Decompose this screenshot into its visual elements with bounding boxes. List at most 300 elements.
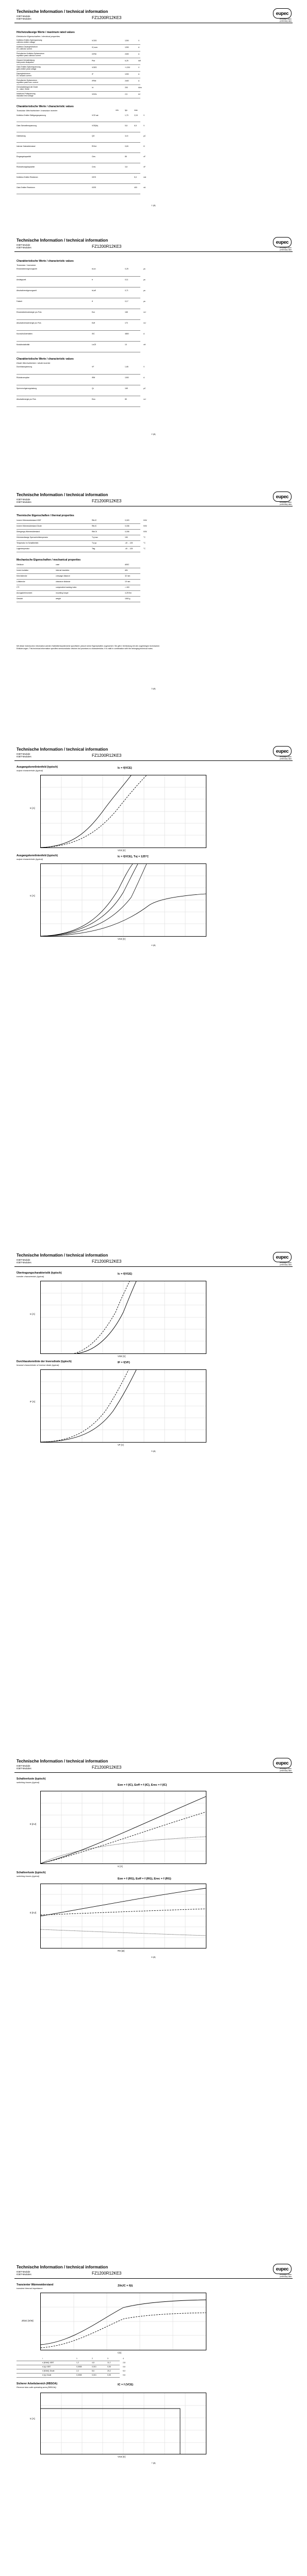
header-sub1: IGBT-Module bbox=[17, 1259, 30, 1261]
param-typ: 165 bbox=[125, 311, 128, 313]
status-label: vorläufige Daten preliminary data bbox=[279, 1262, 292, 1266]
plot-formula: IC = f (VCE) bbox=[118, 2383, 134, 2386]
param-unit: A bbox=[138, 46, 140, 48]
param-symbol: IGES bbox=[92, 187, 96, 189]
plot-subtitle: switching losses (typical) bbox=[17, 1781, 40, 1784]
param-value: AlN bbox=[125, 569, 128, 571]
param-name-de: Periodischer Spitzenstrom bbox=[17, 79, 37, 81]
param-name-de: CTI bbox=[17, 586, 20, 588]
page-header bbox=[14, 490, 293, 513]
param-unit: A bbox=[143, 333, 145, 335]
y-axis-label: Ic [A] bbox=[30, 894, 35, 897]
col-max: max. bbox=[134, 109, 138, 111]
datasheet-page-7 bbox=[14, 2263, 293, 2468]
param-name: Abschaltverzögerungszeit bbox=[17, 290, 37, 292]
header-rule bbox=[14, 2278, 293, 2279]
param-symbol: VCE sat bbox=[92, 114, 99, 116]
page-header bbox=[14, 7, 293, 30]
param-unit: V bbox=[138, 40, 140, 42]
page-header bbox=[14, 2263, 293, 2285]
param-value: -40 ... 125 bbox=[125, 548, 133, 550]
param-symbol: VGE(th) bbox=[92, 125, 99, 127]
section-title: Mechanische Eigenschaften / mechanical properties bbox=[17, 558, 81, 562]
x-axis-label: VCE [V] bbox=[118, 849, 125, 852]
param-name: Durchlassspannung bbox=[17, 366, 32, 368]
param-unit: µC bbox=[143, 135, 146, 137]
param-unit: kW bbox=[138, 60, 141, 62]
param-value: 1200 bbox=[125, 40, 129, 42]
section-title: Charakteristische Werte / characteristic values bbox=[17, 260, 74, 263]
param-name-de: Kriechstrecke bbox=[17, 575, 27, 577]
table-cell: τi [s]: Diode bbox=[42, 2374, 52, 2376]
status-label: vorläufige Daten preliminary data bbox=[279, 18, 292, 22]
section-title: Höchstzulässige Werte / maximum rated values bbox=[17, 31, 75, 34]
param-symbol: Cies bbox=[92, 156, 95, 158]
param-name-en: insulation test voltage bbox=[17, 95, 34, 97]
param-value: 200 bbox=[125, 87, 128, 89]
param-name-en: creepage distance bbox=[56, 575, 70, 577]
param-value: 2400 bbox=[125, 53, 129, 55]
section-title: Charakteristische Werte / characteristic values bbox=[17, 358, 74, 361]
param-name-en: clearance distance bbox=[56, 581, 71, 583]
param-name-de: Gewicht bbox=[17, 598, 23, 600]
param-unit: mJ bbox=[143, 398, 146, 400]
param-unit: A bbox=[138, 80, 140, 82]
eupec-logo: eupec bbox=[273, 492, 292, 502]
table-cell: ri [K/kW]: Diode bbox=[42, 2370, 55, 2372]
param-name: Einschaltverlustenergie pro Puls bbox=[17, 311, 42, 313]
header-title: Technische Information / technical information bbox=[17, 2265, 108, 2269]
datasheet-page-2 bbox=[14, 236, 293, 441]
thermal-impedance-plot bbox=[40, 2293, 206, 2350]
param-name-en: total power dissipation bbox=[17, 61, 34, 63]
param-unit: kV bbox=[138, 93, 140, 95]
param-symbol: Qr bbox=[92, 387, 94, 389]
param-unit: K/W bbox=[143, 531, 147, 533]
header-sub2: IGBT-Modules bbox=[17, 501, 31, 503]
param-symbol: IRM bbox=[92, 377, 95, 379]
eupec-logo: eupec bbox=[273, 8, 292, 19]
param-unit: µs bbox=[143, 290, 146, 292]
plot-condition: Ic = f(VCE), Tvj = 125°C bbox=[118, 855, 149, 858]
param-name-en: case bbox=[56, 564, 60, 566]
param-name-de: Innere Isolation bbox=[17, 569, 29, 571]
param-unit: V bbox=[138, 66, 140, 69]
param-symbol: Erec bbox=[92, 398, 95, 400]
param-unit: µs bbox=[143, 279, 146, 281]
param-unit: A bbox=[138, 53, 140, 55]
plot-title: Durchlasskennlinie der Inversdiode (typisch) bbox=[17, 1360, 72, 1363]
param-typ: 170 bbox=[125, 322, 128, 324]
transfer-characteristic-plot bbox=[40, 1281, 206, 1354]
table-header: 1 bbox=[76, 2358, 77, 2360]
rbsoa-boundary bbox=[41, 2409, 180, 2454]
page-header bbox=[14, 1757, 293, 1780]
section-title: Thermische Eigenschaften / thermal properties bbox=[17, 514, 74, 517]
page-number: 4 (8) bbox=[151, 944, 156, 946]
plot-condition: Ic = f(VCE) bbox=[118, 767, 132, 770]
param-symbol: I²t bbox=[92, 87, 94, 89]
param-symbol: Cres bbox=[92, 166, 96, 168]
header-rule bbox=[14, 1772, 293, 1773]
plot-subtitle: switching losses (typical) bbox=[17, 1875, 40, 1877]
header-title: Technische Information / technical information bbox=[17, 1253, 108, 1258]
param-name: Höchstzulässige Sperrschichttemperatur bbox=[17, 536, 48, 538]
param-name-en: gate-emitter peak voltage bbox=[17, 68, 37, 70]
param-name: Gate-Emitter Reststrom bbox=[17, 187, 35, 189]
table-cell: 0,6 bbox=[123, 2374, 125, 2376]
param-max: 6,5 bbox=[134, 125, 137, 127]
param-value: 0,006 bbox=[125, 531, 130, 533]
param-symbol: Tvj op bbox=[92, 542, 97, 544]
param-unit: °C bbox=[143, 536, 146, 538]
header-sub1: IGBT-Module bbox=[17, 498, 30, 501]
section-subtitle: Transistor / transistor bbox=[17, 264, 36, 266]
header-rule bbox=[14, 1266, 293, 1267]
param-name: Gateladung bbox=[17, 135, 26, 137]
status-label: vorläufige Daten preliminary data bbox=[279, 2274, 292, 2278]
output-characteristic-plot-2 bbox=[40, 863, 206, 937]
table-cell: 0,013 bbox=[92, 2366, 96, 2368]
page-header bbox=[14, 236, 293, 259]
param-value: 1500 g bbox=[125, 598, 131, 600]
eupec-logo: eupec bbox=[273, 2264, 292, 2274]
y-axis-label: E [mJ] bbox=[30, 1911, 36, 1914]
section-subtitle: Transistor Wechselrichter / transistor inverter bbox=[17, 109, 58, 112]
param-symbol: VCES bbox=[92, 40, 97, 42]
param-name-en: comperative tracking index bbox=[56, 586, 77, 588]
table-cell: τi [s]: IGBT bbox=[42, 2366, 51, 2368]
param-name: Einschaltverzögerungszeit bbox=[17, 268, 37, 270]
rbsoa-plot bbox=[40, 2393, 206, 2454]
table-cell: 0,0008 bbox=[76, 2366, 82, 2368]
param-symbol: RthJC bbox=[92, 525, 97, 527]
param-unit: mJ bbox=[143, 322, 146, 324]
table-header: 4 bbox=[123, 2358, 124, 2360]
plot-subtitle: transient thermal impedance bbox=[17, 2287, 43, 2290]
param-name-de: Gesamt-Verlustleistung bbox=[17, 59, 35, 61]
table-header: 2 bbox=[92, 2358, 93, 2360]
param-name-en: DC-collector current bbox=[17, 48, 33, 50]
page-number: 6 (8) bbox=[151, 1956, 156, 1958]
part-number: FZ1200R12KE3 bbox=[92, 1765, 122, 1770]
page-number: 3 (8) bbox=[151, 687, 156, 690]
param-name-en: internal insulation bbox=[56, 569, 70, 571]
param-typ: 165 bbox=[125, 387, 128, 389]
header-sub1: IGBT-Module bbox=[17, 1765, 30, 1767]
param-symbol: RthCK bbox=[92, 531, 97, 533]
table-cell: 1,2 bbox=[76, 2362, 79, 2364]
param-name: Sperrverzögerungsladung bbox=[17, 387, 37, 389]
header-sub1: IGBT-Module bbox=[17, 15, 30, 18]
param-typ: 0,63 bbox=[125, 145, 128, 147]
param-unit: nF bbox=[143, 166, 146, 168]
y-axis-label: ZthJC [K/W] bbox=[22, 2319, 34, 2322]
eupec-logo: eupec bbox=[273, 746, 292, 756]
header-sub2: IGBT-Modules bbox=[17, 1261, 31, 1264]
param-typ: 1,65 bbox=[125, 366, 128, 368]
param-name: Abschaltverlustenergie pro Puls bbox=[17, 322, 41, 324]
section-subtitle: Diode Wechselrichter / diode inverter bbox=[17, 362, 51, 364]
table-cell: 0,05 bbox=[107, 2374, 111, 2376]
plot-svg bbox=[41, 1370, 206, 1442]
param-value: 1200 bbox=[125, 73, 129, 75]
param-name-en: repetitive peak forw. current bbox=[17, 81, 38, 83]
param-name-de: Grenzlastintegral der Diode bbox=[17, 86, 38, 88]
status-label: vorläufige Daten preliminary data bbox=[279, 501, 292, 505]
x-axis-label: VCE [V] bbox=[118, 938, 125, 940]
curve-zth-diode bbox=[41, 2300, 206, 2345]
param-symbol: Tstg bbox=[92, 548, 95, 550]
section-subtitle: Elektrische Eigenschaften / electrical properties bbox=[17, 35, 60, 38]
y-axis-label: IF [A] bbox=[30, 1400, 36, 1403]
page-header bbox=[14, 1251, 293, 1274]
eupec-logo: eupec bbox=[273, 1252, 292, 1262]
param-unit: kA²s bbox=[138, 87, 142, 89]
param-unit: °C bbox=[143, 542, 146, 544]
param-symbol: Ptot bbox=[92, 60, 95, 62]
param-name: Kollektor-Emitter Sättigungsspannung bbox=[17, 114, 46, 116]
param-name-en: mounting torque bbox=[56, 592, 69, 594]
param-unit: Ω bbox=[143, 145, 145, 147]
param-name: Interner Gatewiderstand bbox=[17, 145, 36, 147]
plot-title: Transienter Wärmewiderstand bbox=[17, 2283, 54, 2286]
x-axis-label: t [s] bbox=[118, 2351, 121, 2354]
plot-condition: Ic = f(VGE) bbox=[118, 1273, 132, 1276]
param-symbol: Eoff bbox=[92, 322, 95, 324]
param-value: -40 ... 125 bbox=[125, 542, 133, 544]
param-name: Übergangs-Wärmewiderstand bbox=[17, 531, 40, 533]
header-sub2: IGBT-Modules bbox=[17, 755, 31, 758]
param-unit: nH bbox=[143, 344, 146, 346]
plot-subtitle: forward characteristic of inverse diode (typical) bbox=[17, 1364, 59, 1366]
plot-formula: Eon = f (IC), Eoff = f (IC), Erec = f (IC) bbox=[118, 1784, 167, 1787]
param-symbol: IC,nom bbox=[92, 46, 98, 48]
param-value: 6,25 bbox=[125, 60, 128, 62]
param-unit: °C bbox=[143, 548, 146, 550]
param-typ: 1000 bbox=[125, 377, 129, 379]
param-name-de: Gate-Emitter-Spitzenspannung bbox=[17, 66, 41, 68]
param-name: Innerer Wärmewiderstand IGBT bbox=[17, 519, 41, 521]
header-sub2: IGBT-Modules bbox=[17, 2273, 31, 2276]
diode-forward-plot bbox=[40, 1369, 206, 1443]
part-number: FZ1200R12KE3 bbox=[92, 244, 122, 249]
param-name: Gate-Schwellenspannung bbox=[17, 125, 37, 127]
param-name: Rückwirkungskapazität bbox=[17, 166, 35, 168]
table-cell: ri [K/kW]: IGBT bbox=[42, 2362, 54, 2364]
part-number: FZ1200R12KE3 bbox=[92, 1259, 122, 1264]
param-name-en: collector-emitter voltage bbox=[17, 41, 35, 43]
param-name: Innerer Wärmewiderstand Diode bbox=[17, 525, 42, 527]
param-typ: 85 bbox=[125, 156, 127, 158]
param-symbol: VF bbox=[92, 366, 94, 368]
param-symbol: IF bbox=[92, 73, 94, 75]
table-cell: 20,2 bbox=[107, 2370, 111, 2372]
eupec-logo: eupec bbox=[273, 237, 292, 247]
param-typ: 5,8 bbox=[125, 125, 127, 127]
param-symbol: tf bbox=[92, 300, 93, 302]
param-name: Modulinduktivität bbox=[17, 344, 30, 346]
status-label: vorläufige Daten preliminary data bbox=[279, 756, 292, 760]
param-unit: µs bbox=[143, 268, 146, 270]
part-number: FZ1200R12KE3 bbox=[92, 15, 122, 20]
param-max: 2,15 bbox=[134, 114, 138, 116]
table-cell: 0,013 bbox=[92, 2374, 96, 2376]
datasheet-page-3 bbox=[14, 490, 293, 696]
param-typ: 0,25 bbox=[125, 268, 128, 270]
switching-losses-vs-rg-plot bbox=[40, 1884, 206, 1948]
plot-title: Ausgangskennlinienfeld (typisch) bbox=[17, 854, 58, 857]
plot-title: Schaltverluste (typisch) bbox=[17, 1777, 46, 1781]
plot-svg bbox=[41, 1281, 206, 1353]
x-axis-label: VCE [V] bbox=[118, 2455, 125, 2458]
param-value: 4,25 Nm bbox=[125, 592, 132, 594]
param-unit: A bbox=[138, 73, 140, 75]
x-axis-label: RG [Ω] bbox=[118, 1950, 124, 1952]
param-symbol: RGint bbox=[92, 145, 96, 147]
param-value: > 400 bbox=[125, 586, 130, 588]
param-name-en: I²t - value, Diode bbox=[17, 88, 29, 90]
param-name: Anstiegszeit bbox=[17, 279, 26, 281]
part-number: FZ1200R12KE3 bbox=[92, 2271, 122, 2276]
page-header bbox=[14, 745, 293, 768]
param-name-de: Gehäuse bbox=[17, 564, 24, 566]
param-name: Fallzeit bbox=[17, 300, 22, 302]
plot-svg bbox=[41, 1884, 206, 1948]
plot-condition: IF = f(VF) bbox=[118, 1361, 130, 1364]
param-name-de: Kollektor-Emitter-Sperrspannung bbox=[17, 39, 42, 41]
header-sub1: IGBT-Module bbox=[17, 244, 30, 246]
status-label: vorläufige Daten preliminary data bbox=[279, 1768, 292, 1772]
plot-svg bbox=[41, 775, 206, 848]
param-unit: K/W bbox=[143, 525, 147, 527]
param-symbol: Tvj max bbox=[92, 536, 98, 538]
param-unit: K/W bbox=[143, 519, 147, 521]
param-name-en: DC forward current bbox=[17, 75, 31, 77]
plot-subtitle: output characteristic (typical) bbox=[17, 769, 43, 772]
table-cell: 5,0 bbox=[123, 2370, 125, 2372]
param-symbol: ICES bbox=[92, 176, 96, 178]
param-name: Temperatur im Schaltbetrieb bbox=[17, 542, 39, 544]
param-typ: 0,11 bbox=[125, 279, 128, 281]
header-title: Technische Information / technical information bbox=[17, 747, 108, 752]
param-typ: 1,70 bbox=[125, 114, 128, 116]
param-typ: 10 bbox=[125, 344, 127, 346]
table-cell: 0,0008 bbox=[76, 2374, 82, 2376]
header-sub2: IGBT-Modules bbox=[17, 18, 31, 20]
switching-losses-vs-current-plot bbox=[40, 1791, 206, 1864]
datasheet-page-6 bbox=[14, 1757, 293, 1962]
plot-svg bbox=[41, 2293, 206, 2350]
header-sub2: IGBT-Modules bbox=[17, 1767, 31, 1770]
header-sub2: IGBT-Modules bbox=[17, 246, 31, 249]
param-name-de: Isolations-Prüfspannung bbox=[17, 93, 36, 95]
plot-formula: ZthJC = f(t) bbox=[118, 2284, 133, 2287]
param-symbol: RthJC bbox=[92, 519, 97, 521]
param-max: 400 bbox=[134, 187, 137, 189]
col-typ: typ. bbox=[125, 109, 128, 111]
page-number: 1 (8) bbox=[151, 204, 156, 207]
page-number: 5 (8) bbox=[151, 1450, 156, 1452]
plot-formula: Eon = f (RG), Eoff = f (RG), Erec = f (RG) bbox=[118, 1877, 171, 1880]
param-unit: nF bbox=[143, 156, 146, 158]
param-name-de: Periodischer Kollektor Spitzenstrom bbox=[17, 53, 44, 55]
param-value: 19 mm bbox=[125, 581, 131, 583]
param-value: 1200 bbox=[125, 46, 129, 48]
param-symbol: IFRM bbox=[92, 80, 96, 82]
y-axis-label: E [mJ] bbox=[30, 1823, 36, 1825]
param-name: Rückstromspitze bbox=[17, 377, 30, 379]
plot-title: Ausgangskennlinienfeld (typisch) bbox=[17, 766, 58, 769]
param-symbol: Eon bbox=[92, 311, 95, 313]
plot-title: Sicherer Arbeitsbereich (RBSOA) bbox=[17, 2382, 58, 2385]
param-symbol: ICRM bbox=[92, 53, 96, 55]
param-name-de: Kollektor-Dauergleichstrom bbox=[17, 46, 38, 48]
param-name: Kurzschlußverhalten bbox=[17, 333, 33, 335]
param-unit: A bbox=[143, 377, 145, 379]
table-cell: 2,8 bbox=[123, 2362, 125, 2364]
table-header: 3 bbox=[107, 2358, 108, 2360]
datasheet-page-5 bbox=[14, 1251, 293, 1456]
header-rule bbox=[14, 251, 293, 252]
param-symbol: ISC bbox=[92, 333, 95, 335]
param-unit: µC bbox=[143, 387, 146, 389]
param-typ: 0,17 bbox=[125, 300, 128, 302]
plot-svg bbox=[41, 1791, 206, 1863]
param-unit: mJ bbox=[143, 311, 146, 313]
plot-subtitle: Reverse bias safe operating area (RBSOA) bbox=[17, 2386, 56, 2388]
param-max: 5,0 bbox=[134, 176, 137, 178]
x-axis-label: VF [V] bbox=[118, 1444, 124, 1446]
header-title: Technische Information / technical information bbox=[17, 238, 108, 243]
table-cell: 11,2 bbox=[107, 2362, 111, 2364]
y-axis-label: Ic [A] bbox=[30, 2417, 35, 2420]
param-typ: 80 bbox=[125, 398, 127, 400]
param-name-de: Dauergleichstrom bbox=[17, 73, 30, 75]
param-typ: 4800 bbox=[125, 333, 129, 335]
param-typ: 0,71 bbox=[125, 290, 128, 292]
param-symbol: VISOL bbox=[92, 93, 97, 95]
table-header: i bbox=[42, 2358, 43, 2360]
param-typ: 11,5 bbox=[125, 135, 128, 137]
param-name: Abschaltenergie pro Puls bbox=[17, 398, 36, 400]
param-value: 0,036 bbox=[125, 525, 130, 527]
part-number: FZ1200R12KE3 bbox=[92, 499, 122, 503]
page-number: 7 (8) bbox=[151, 2462, 156, 2464]
param-name-de: Anzugsdrehmoment bbox=[17, 592, 33, 594]
part-number: FZ1200R12KE3 bbox=[92, 753, 122, 758]
param-symbol: td,on bbox=[92, 268, 96, 270]
param-symbol: td,off bbox=[92, 290, 96, 292]
header-rule bbox=[14, 760, 293, 761]
disclaimer-note: Mit dieser technischen Information werden Halbleiterbauelemente spezifiziert, jedoch keine Eigenschaften zugesichert. Sie gilt in Verbindung mit den zugehörigen technischen Erläuterungen. This technical information specifies semiconductor devices but promises no characteristics. It is valid in combination with the belonging technical notes. bbox=[17, 645, 160, 650]
param-unit: nA bbox=[143, 187, 146, 189]
x-axis-label: VGE [V] bbox=[118, 1355, 126, 1358]
page-number: 2 (8) bbox=[151, 433, 156, 435]
header-title: Technische Information / technical information bbox=[17, 493, 108, 497]
param-unit: V bbox=[143, 366, 145, 368]
status-label: vorläufige Daten preliminary data bbox=[279, 247, 292, 251]
plot-subtitle: output characteristic (typical) bbox=[17, 858, 43, 860]
param-value: 2400 bbox=[125, 80, 129, 82]
x-axis-label: Ic [A] bbox=[118, 1865, 123, 1868]
param-unit: mA bbox=[143, 176, 147, 178]
param-unit: V bbox=[143, 114, 145, 116]
section-title: Charakteristische Werte / characteristic values bbox=[17, 105, 74, 108]
col-min: min. bbox=[116, 109, 119, 111]
header-sub1: IGBT-Module bbox=[17, 753, 30, 755]
param-symbol: tr bbox=[92, 279, 93, 281]
